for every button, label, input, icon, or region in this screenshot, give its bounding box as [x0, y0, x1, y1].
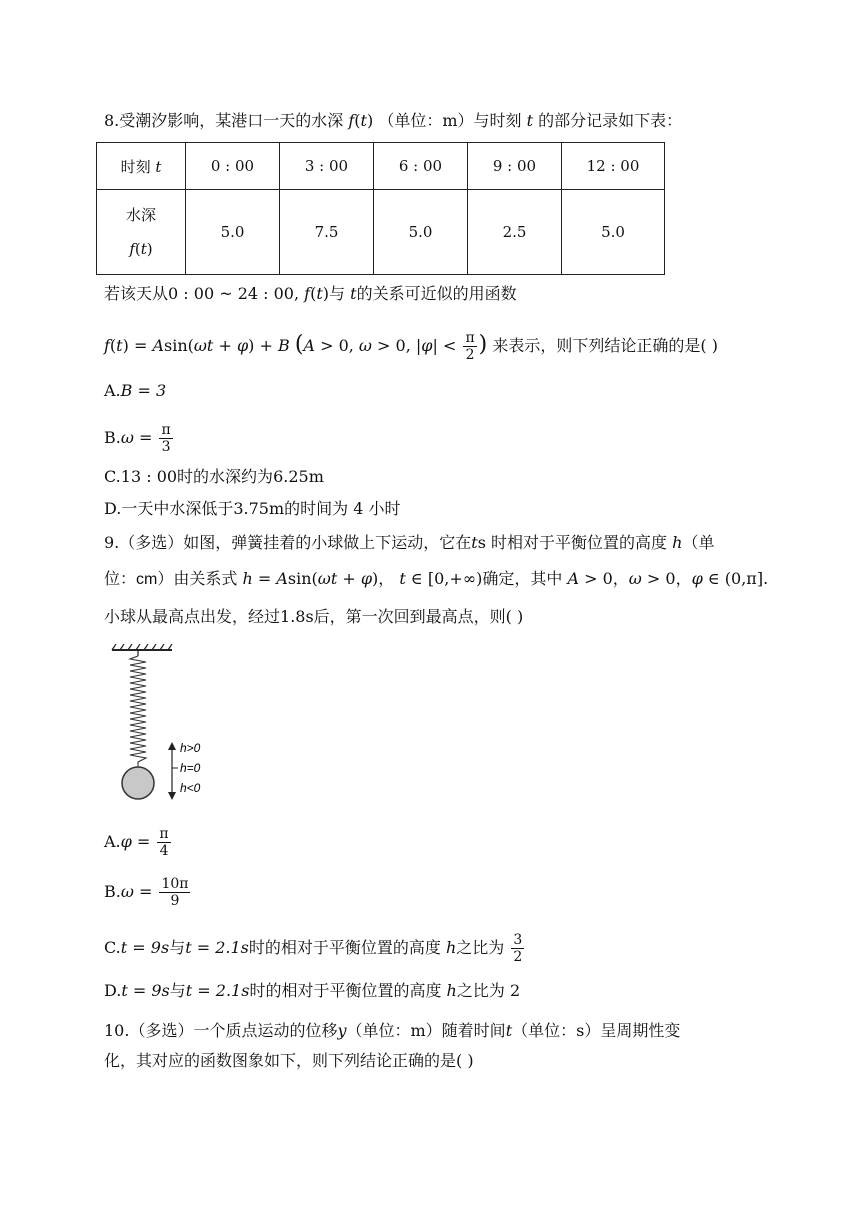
table-row: [97, 190, 665, 275]
q9-option-c: C.t = 9s与t = 2.1s时的相对于平衡位置的高度 h之比为 $\frac{3}{2}$: [104, 932, 523, 965]
q8-option-a: A.B = 3: [104, 381, 167, 400]
tide-table: [96, 142, 665, 275]
table-cell: 6 : 00: [374, 143, 468, 190]
table-row-label: 水深 f(t): [97, 190, 186, 275]
q8-option-c: C.13 : 00时的水深约为6.25m: [104, 467, 324, 486]
table-header-label: 时刻 t: [97, 143, 186, 190]
q9-stem-line1: 9.（多选）如图，弹簧挂着的小球做上下运动，它在ts 时相对于平衡位置的高度 h（单: [104, 533, 715, 552]
q8-intro-tail: 的部分记录如下表：: [538, 111, 683, 130]
label-h-positive: h>0: [180, 741, 201, 755]
q8-option-d: D.一天中水深低于3.75m的时间为 4 小时: [104, 499, 401, 518]
table-cell: 5.0: [374, 190, 468, 275]
spring-figure: [108, 644, 238, 806]
label-h-zero: h=0: [180, 761, 201, 775]
q8-option-b: B.ω = $\frac{\pi}{3}$: [104, 422, 171, 455]
q8-para1: 若该天从0 : 00 ~ 24 : 00, f(t)与 t的关系可近似的用函数: [104, 284, 517, 303]
table-cell: 12 : 00: [562, 143, 665, 190]
q8-intro: 8.受潮汐影响，某港口一天的水深: [104, 111, 344, 130]
q9-option-b: B.ω = $\frac{10\pi}{9}$: [104, 876, 189, 909]
table-cell: 9 : 00: [468, 143, 562, 190]
table-row: [97, 143, 665, 190]
q8-formula: f(t) = Asin(ωt + φ) + B (A > 0, ω > 0, |φ| < $\frac{\pi}{2}$ ) 来表示，则下列结论正确的是( ): [104, 330, 718, 363]
ball: [122, 767, 154, 799]
q9-option-d: D.t = 9s与t = 2.1s时的相对于平衡位置的高度 h之比为 2: [104, 981, 521, 1000]
q10-stem-line2: 化，其对应的函数图象如下，则下列结论正确的是( ): [104, 1051, 474, 1070]
math-ft: f: [348, 111, 355, 130]
table-cell: 5.0: [186, 190, 280, 275]
q9-stem-line3: 小球从最高点出发，经过1.8s后，第一次回到最高点，则( ): [104, 607, 524, 626]
q10-stem-line1: 10.（多选）一个质点运动的位移y（单位：m）随着时间t（单位：s）呈周期性变: [104, 1021, 681, 1040]
table-cell: 7.5: [280, 190, 374, 275]
table-cell: 3 : 00: [280, 143, 374, 190]
q9-option-a: A.φ = $\frac{\pi}{4}$: [104, 826, 169, 859]
q8-unit: （单位：m）与时刻: [378, 111, 522, 130]
table-cell: 2.5: [468, 190, 562, 275]
label-h-negative: h<0: [180, 781, 201, 795]
q8-stem: 8.受潮汐影响，某港口一天的水深 f(t) （单位：m）与时刻 t 的部分记录如下表：: [104, 111, 683, 130]
q9-stem-line2: 位：cm）由关系式 h = Asin(ωt + φ)， t ∈ [0,+∞)确定，其中 A > 0，ω > 0，φ ∈ (0,π].: [104, 569, 769, 588]
spring-coil: [130, 656, 146, 768]
table-cell: 5.0: [562, 190, 665, 275]
table-cell: 0 : 00: [186, 143, 280, 190]
